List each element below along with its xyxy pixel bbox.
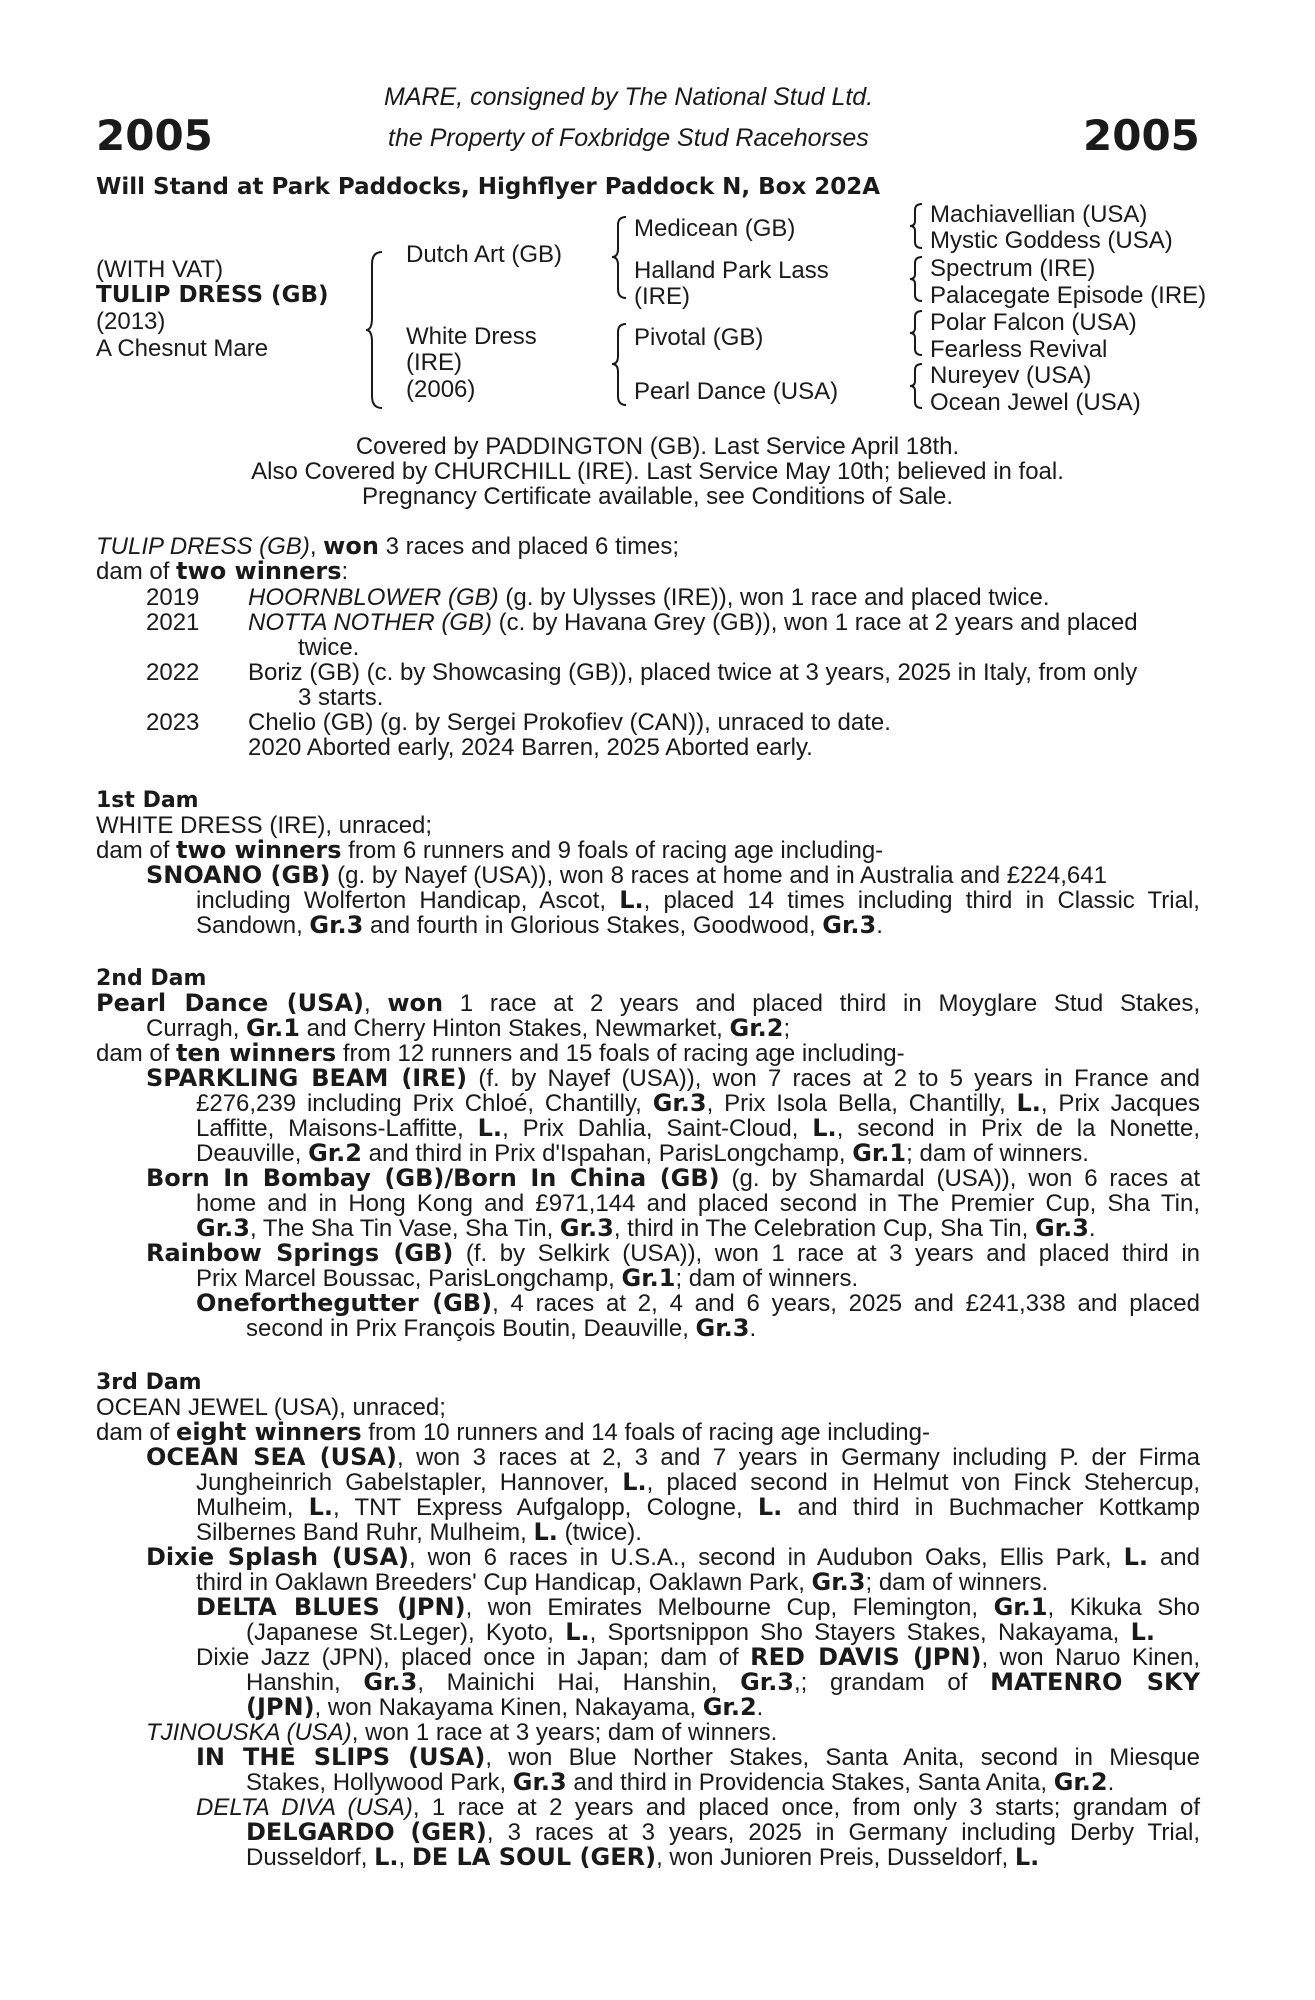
produce-entry-2023: Chelio (GB) (g. by Sergei Prokofiev (CAN)), unraced to date. xyxy=(248,709,891,736)
delta-diva-line-1: DELTA DIVA (USA), 1 race at 2 years and placed once, from only 3 starts; grandam of xyxy=(196,1794,1200,1821)
pedigree-sire: Dutch Art (GB) xyxy=(406,241,563,268)
pedigree-ggs-1: Machiavellian (USA) xyxy=(930,201,1148,228)
ocean-sea-line-2: Jungheinrich Gabelstapler, Hannover, L., placed second in Helmut von Finck Stehercup, xyxy=(196,1468,1201,1496)
produce-year-2023: 2023 xyxy=(146,709,200,736)
pedigree-brace-g3 xyxy=(908,309,924,357)
oneforthegutter-line-1: Oneforthegutter (GB), 4 races at 2, 4 and 6 years, 2025 and £241,338 and placed xyxy=(196,1289,1200,1317)
pedigree-granddam-2: Pearl Dance (USA) xyxy=(634,378,839,405)
delta-diva-line-3: Dusseldorf, L., DE LA SOUL (GER), won Junioren Preis, Dusseldorf, L. xyxy=(246,1843,1040,1871)
pedigree-granddam-1-line-2: (IRE) xyxy=(634,283,690,310)
pedigree-grandsire-1: Medicean (GB) xyxy=(634,215,796,242)
produce-entry-2021-cont: twice. xyxy=(298,634,360,661)
tjinouska-line: TJINOUSKA (USA), won 1 race at 3 years; dam of winners. xyxy=(146,1719,778,1746)
ocean-sea-line-1: OCEAN SEA (USA), won 3 races at 2, 3 and 7 years in Germany including P. der Firma xyxy=(146,1443,1200,1471)
first-dam-heading: 1st Dam xyxy=(96,788,199,813)
rainbow-springs-line-2: Prix Marcel Boussac, ParisLongchamp, Gr.1; dam of winners. xyxy=(196,1264,859,1292)
born-in-bombay-line-1: Born In Bombay (GB)/Born In China (GB) (g. by Shamardal (USA)), won 6 races at xyxy=(146,1164,1200,1192)
produce-entry-2022-cont: 3 starts. xyxy=(298,684,384,711)
covering-line-3: Pregnancy Certificate available, see Conditions of Sale. xyxy=(362,483,953,510)
second-dam-line-3: dam of ten winners from 12 runners and 15 foals of racing age including- xyxy=(96,1039,905,1067)
produce-intro: TULIP DRESS (GB), won 3 races and placed 6 times; xyxy=(96,532,680,560)
pedigree-dam-line-1: White Dress xyxy=(406,323,537,350)
produce-year-2019: 2019 xyxy=(146,584,200,611)
pedigree-dam-line-2: (IRE) xyxy=(406,349,462,376)
snoano-line-2: including Wolferton Handicap, Ascot, L., placed 14 times including third in Classic Trial, xyxy=(196,886,1200,914)
produce-note: 2020 Aborted early, 2024 Barren, 2025 Aborted early. xyxy=(248,734,813,761)
dixie-jazz-line-3: (JPN), won Nakayama Kinen, Nakayama, Gr.2. xyxy=(246,1693,764,1721)
second-dam-heading: 2nd Dam xyxy=(96,966,207,991)
in-the-slips-line-2: Stakes, Hollywood Park, Gr.3 and third in Providencia Stakes, Santa Anita, Gr.2. xyxy=(246,1768,1115,1796)
covering-line-2: Also Covered by CHURCHILL (IRE). Last Service May 10th; believed in foal. xyxy=(251,458,1064,485)
snoano-line-1: SNOANO (GB) (g. by Nayef (USA)), won 8 races at home and in Australia and £224,641 xyxy=(146,861,1107,889)
sparkling-beam-line-4: Deauville, Gr.2 and third in Prix d'Ispahan, ParisLongchamp, Gr.1; dam of winners. xyxy=(196,1139,1089,1167)
oneforthegutter-line-2: second in Prix François Boutin, Deauville, Gr.3. xyxy=(246,1314,757,1342)
pedigree-grandsire-2: Pivotal (GB) xyxy=(634,324,764,351)
in-the-slips-line-1: IN THE SLIPS (USA), won Blue Norther Stakes, Santa Anita, second in Miesque xyxy=(196,1743,1200,1771)
pedigree-brace-dam xyxy=(610,322,630,407)
third-dam-heading: 3rd Dam xyxy=(96,1370,202,1395)
pedigree-dam-line-3: (2006) xyxy=(406,376,476,403)
produce-year-2021: 2021 xyxy=(146,609,200,636)
consignment-line-2: the Property of Foxbridge Stud Racehorses xyxy=(388,124,869,152)
produce-year-2022: 2022 xyxy=(146,659,200,686)
pedigree-brace-g4 xyxy=(908,362,924,410)
ocean-sea-line-3: Mulheim, L., TNT Express Aufgalopp, Cologne, L. and third in Buchmacher Kottkamp xyxy=(196,1493,1201,1521)
pedigree-ggs-3: Spectrum (IRE) xyxy=(930,255,1096,282)
delta-diva-line-2: DELGARDO (GER), 3 races at 3 years, 2025 in Germany including Derby Trial, xyxy=(246,1818,1200,1846)
horse-year: (2013) xyxy=(96,308,166,335)
first-dam-line-1: WHITE DRESS (IRE), unraced; xyxy=(96,812,433,839)
ocean-sea-line-4: Silbernes Band Ruhr, Mulheim, L. (twice). xyxy=(196,1518,642,1546)
dixie-splash-line-2: third in Oaklawn Breeders' Cup Handicap, Oaklawn Park, Gr.3; dam of winners. xyxy=(196,1568,1049,1596)
vat-note: (WITH VAT) xyxy=(96,256,224,283)
produce-entry-2022: Boriz (GB) (c. by Showcasing (GB)), placed twice at 3 years, 2025 in Italy, from only xyxy=(248,659,1138,686)
stand-location: Will Stand at Park Paddocks, Highflyer Paddock N, Box 202A xyxy=(96,174,881,200)
dixie-jazz-line-2: Hanshin, Gr.3, Mainichi Hai, Hanshin, Gr.3,; grandam of MATENRO SKY xyxy=(246,1668,1201,1696)
pedigree-ggs-2: Mystic Goddess (USA) xyxy=(930,227,1173,254)
produce-entry-2019: HOORNBLOWER (GB) (g. by Ulysses (IRE)), won 1 race and placed twice. xyxy=(248,584,1050,611)
produce-entry-2021: NOTTA NOTHER (GB) (c. by Havana Grey (GB)), won 1 race at 2 years and placed xyxy=(248,609,1138,636)
sparkling-beam-line-2: £276,239 including Prix Chloé, Chantilly, Gr.3, Prix Isola Bella, Chantilly, L., Prix Jacques xyxy=(196,1089,1200,1117)
pedigree-brace-main xyxy=(364,250,386,410)
pedigree-ggs-7: Nureyev (USA) xyxy=(930,362,1092,389)
rainbow-springs-line-1: Rainbow Springs (GB) (f. by Selkirk (USA)), won 1 race at 3 years and placed third in xyxy=(146,1239,1201,1267)
horse-description: A Chesnut Mare xyxy=(96,335,269,362)
lot-number-left: 2005 xyxy=(96,111,213,160)
consignment-line-1: MARE, consigned by The National Stud Ltd. xyxy=(384,83,874,111)
sparkling-beam-line-3: Laffitte, Maisons-Laffitte, L., Prix Dahlia, Saint-Cloud, L., second in Prix de la Nonette, xyxy=(196,1114,1200,1142)
delta-blues-line-1: DELTA BLUES (JPN), won Emirates Melbourne Cup, Flemington, Gr.1, Kikuka Sho xyxy=(196,1593,1200,1621)
horse-name: TULIP DRESS (GB) xyxy=(96,282,329,308)
delta-blues-line-2: (Japanese St.Leger), Kyoto, L., Sportsnippon Sho Stayers Stakes, Nakayama, L. xyxy=(246,1618,1155,1646)
sparkling-beam-line-1: SPARKLING BEAM (IRE) (f. by Nayef (USA)), won 7 races at 2 to 5 years in France and xyxy=(146,1064,1201,1092)
pedigree-ggs-5: Polar Falcon (USA) xyxy=(930,309,1137,336)
second-dam-line-2: Curragh, Gr.1 and Cherry Hinton Stakes, Newmarket, Gr.2; xyxy=(146,1014,791,1042)
dixie-splash-line-1: Dixie Splash (USA), won 6 races in U.S.A., second in Audubon Oaks, Ellis Park, L. and xyxy=(146,1543,1200,1571)
first-dam-line-2: dam of two winners from 6 runners and 9 foals of racing age including- xyxy=(96,836,884,864)
born-in-bombay-line-3: Gr.3, The Sha Tin Vase, Sha Tin, Gr.3, third in The Celebration Cup, Sha Tin, Gr.3. xyxy=(196,1214,1096,1242)
born-in-bombay-line-2: home and in Hong Kong and £971,144 and placed second in The Premier Cup, Sha Tin, xyxy=(196,1190,1200,1217)
pedigree-brace-g1 xyxy=(908,202,924,250)
lot-number-right: 2005 xyxy=(1083,111,1200,160)
pedigree-granddam-1-line-1: Halland Park Lass xyxy=(634,257,829,284)
pedigree-ggs-4: Palacegate Episode (IRE) xyxy=(930,282,1207,309)
third-dam-line-1: OCEAN JEWEL (USA), unraced; xyxy=(96,1394,446,1421)
covering-line-1: Covered by PADDINGTON (GB). Last Service April 18th. xyxy=(355,433,960,460)
pedigree-ggs-8: Ocean Jewel (USA) xyxy=(930,389,1141,416)
second-dam-line-1: Pearl Dance (USA), won 1 race at 2 years and placed third in Moyglare Stud Stakes, xyxy=(96,989,1201,1017)
pedigree-brace-g2 xyxy=(908,255,924,303)
produce-dam-of: dam of two winners: xyxy=(96,557,349,585)
third-dam-line-2: dam of eight winners from 10 runners and 14 foals of racing age including- xyxy=(96,1418,930,1446)
dixie-jazz-line-1: Dixie Jazz (JPN), placed once in Japan; dam of RED DAVIS (JPN), won Naruo Kinen, xyxy=(196,1643,1200,1671)
pedigree-ggs-6: Fearless Revival xyxy=(930,336,1108,363)
snoano-line-3: Sandown, Gr.3 and fourth in Glorious Stakes, Goodwood, Gr.3. xyxy=(196,911,883,939)
pedigree-brace-sire xyxy=(610,215,630,300)
